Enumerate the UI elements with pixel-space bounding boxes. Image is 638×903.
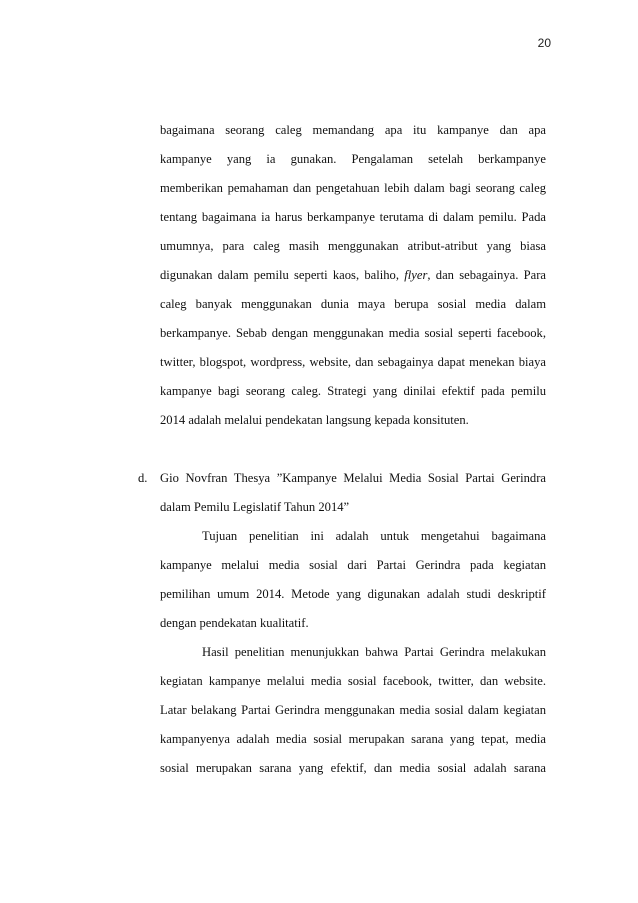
page-number: 20 [537, 36, 551, 50]
item-title-line [138, 464, 546, 493]
text-line: Hasil penelitian menunjukkan bahwa Partai Gerindra melakukan [202, 645, 546, 659]
text-line: tentang bagaimana ia harus berkampanye terutama di dalam pemilu. Pada [160, 210, 546, 224]
text-line: kampanye yang ia gunakan. Pengalaman setelah berkampanye [160, 152, 546, 166]
text-line: kampanyenya adalah media sosial merupakan sarana yang tepat, media [160, 732, 546, 746]
text-segment: digunakan dalam pemilu seperti kaos, baliho, [160, 268, 405, 282]
text-line: 2014 adalah melalui pendekatan langsung kepada konsituten. [160, 413, 469, 427]
paragraph-results [160, 638, 546, 783]
text-line: kampanye bagi seorang caleg. Strategi yang dinilai efektif pada pemilu [160, 384, 546, 398]
italic-term: flyer [404, 268, 428, 282]
paragraph-caleg [160, 116, 546, 435]
text-line: kegiatan kampanye melalui media sosial facebook, twitter, dan website. [160, 674, 546, 688]
paragraph-purpose [160, 522, 546, 638]
text-line: kampanye melalui media sosial dari Partai Gerindra pada kegiatan [160, 558, 546, 572]
text-segment: , dan sebagainya. Para [427, 268, 546, 282]
text-line: caleg banyak menggunakan dunia maya berupa sosial media dalam [160, 297, 546, 311]
text-line: umumnya, para caleg masih menggunakan atribut-atribut yang biasa [160, 239, 546, 253]
text-line: berkampanye. Sebab dengan menggunakan media sosial seperti facebook, [160, 326, 546, 340]
paragraph-gap [160, 435, 546, 464]
text-line: memberikan pemahaman dan pengetahuan lebih dalam bagi seorang caleg [160, 181, 546, 195]
text-line: Latar belakang Partai Gerindra menggunakan media sosial dalam kegiatan [160, 703, 546, 717]
body-text [138, 116, 546, 783]
list-item-d [138, 464, 546, 783]
text-line: twitter, blogspot, wordpress, website, dan sebagainya dapat menekan biaya [160, 355, 546, 369]
text-line: sosial merupakan sarana yang efektif, dan media sosial adalah sarana [160, 761, 546, 775]
item-title-line: dalam Pemilu Legislatif Tahun 2014” [160, 500, 350, 514]
text-line: dengan pendekatan kualitatif. [160, 616, 309, 630]
list-marker: d. [138, 471, 148, 485]
text-line: Tujuan penelitian ini adalah untuk mengetahui bagaimana [202, 529, 546, 543]
item-title-text: Gio Novfran Thesya ”Kampanye Melalui Media Sosial Partai Gerindra [160, 471, 546, 485]
text-line: pemilihan umum 2014. Metode yang digunakan adalah studi deskriptif [160, 587, 546, 601]
text-line: bagaimana seorang caleg memandang apa itu kampanye dan apa [160, 123, 546, 137]
text-line [160, 261, 546, 290]
